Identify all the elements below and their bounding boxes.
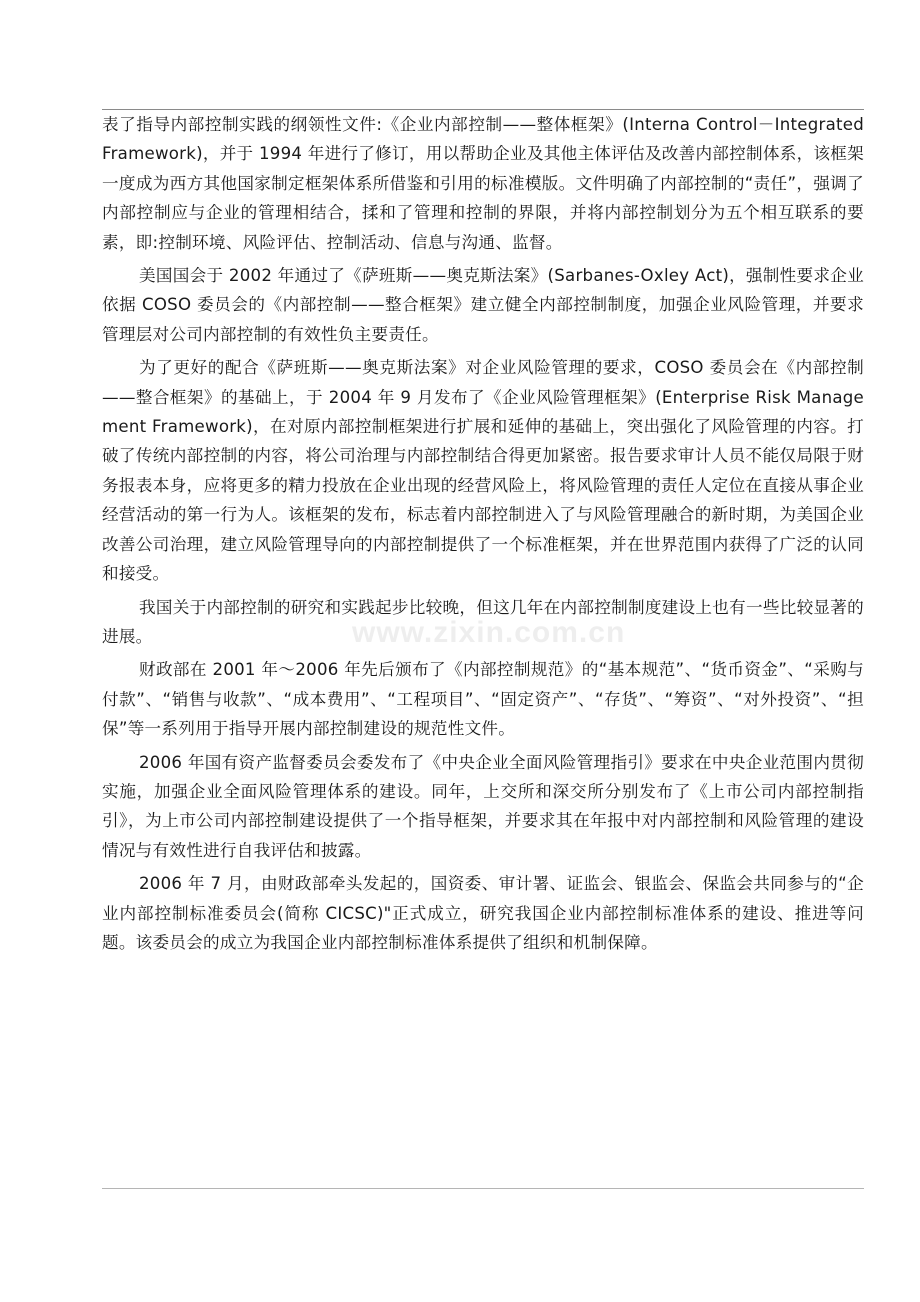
paragraph-cicsc: 2006 年 7 月，由财政部牵头发起的，国资委、审计署、证监会、银监会、保监会共同参与的“企业内部控制标准委员会(简称 CICSC)"正式成立，研究我国企业内部控制标准体系的建设、推进等问题。该委员会的成立为我国企业内部控制标准体系提供了组织和机制保障。 bbox=[102, 874, 864, 952]
paragraph-sarbanes-oxley: 美国国会于 2002 年通过了《萨班斯——奥克斯法案》(Sarbanes-Oxley Act)，强制性要求企业依据 COSO 委员会的《内部控制——整合框架》建立健全内部控制制度，加强企业风险管理，并要求管理层对公司内部控制的有效性负主要责任。 bbox=[102, 266, 864, 344]
footer-divider bbox=[102, 1188, 864, 1189]
paragraph-ministry-of-finance: 财政部在 2001 年～2006 年先后颁布了《内部控制规范》的“基本规范”、“货币资金”、“采购与付款”、“销售与收款”、“成本费用”、“工程项目”、“固定资产”、“存货”、“筹资”、“对外投资”、“担保”等一系列用于指导开展内部控制建设的规范性文件。 bbox=[102, 660, 864, 739]
paragraph-china-progress: 我国关于内部控制的研究和实践起步比较晚，但这几年在内部控制制度建设上也有一些比较显著的进展。 bbox=[102, 597, 864, 646]
site-watermark: www.zixin.com.cn bbox=[352, 616, 626, 649]
paragraph-erm-framework: 为了更好的配合《萨班斯——奥克斯法案》对企业风险管理的要求，COSO 委员会在《内部控制——整合框架》的基础上，于 2004 年 9 月发布了《企业风险管理框架》(Enterprise Risk Management Framework)，在对原内部控制框架进行扩展和延伸的基础上，突出强化了风险管理的内容。打破了传统内部控制的内容，将公司治理与内部控制结合得更加紧密。报告要求审计人员不能仅局限于财务报表本身，应将更多的精力投放在企业出现的经营风险上，将风险管理的责任人定位在直接从事企业经营活动的第一行为人。该框架的发布，标志着内部控制进入了与风险管理融合的新时期，为美国企业改善公司治理，建立风险管理导向的内部控制提供了一个标准框架，并在世界范围内获得了广泛的认同和接受。 bbox=[102, 358, 864, 584]
paragraph-coso-framework: 表了指导内部控制实践的纲领性文件:《企业内部控制——整体框架》(Interna Control－Integrated Framework)，并于 1994 年进行了修订，用以帮助企业及其他主体评估及改善内部控制体系，该框架一度成为西方其他国家制定框架体系所借鉴和引用的标准模版。文件明确了内部控制的“责任”，强调了内部控制应与企业的管理相结合，揉和了管理和控制的界限，并将内部控制划分为五个相互联系的要素，即:控制环境、风险评估、控制活动、信息与沟通、监督。 bbox=[102, 115, 864, 252]
document-body bbox=[102, 110, 864, 957]
paragraph-sasac-guidelines: 2006 年国有资产监督委员会委发布了《中央企业全面风险管理指引》要求在中央企业范围内贯彻实施，加强企业全面风险管理体系的建设。同年，上交所和深交所分别发布了《上市公司内部控制指引》，为上市公司内部控制建设提供了一个指导框架，并要求其在年报中对内部控制和风险管理的建设情况与有效性进行自我评估和披露。 bbox=[102, 752, 864, 860]
